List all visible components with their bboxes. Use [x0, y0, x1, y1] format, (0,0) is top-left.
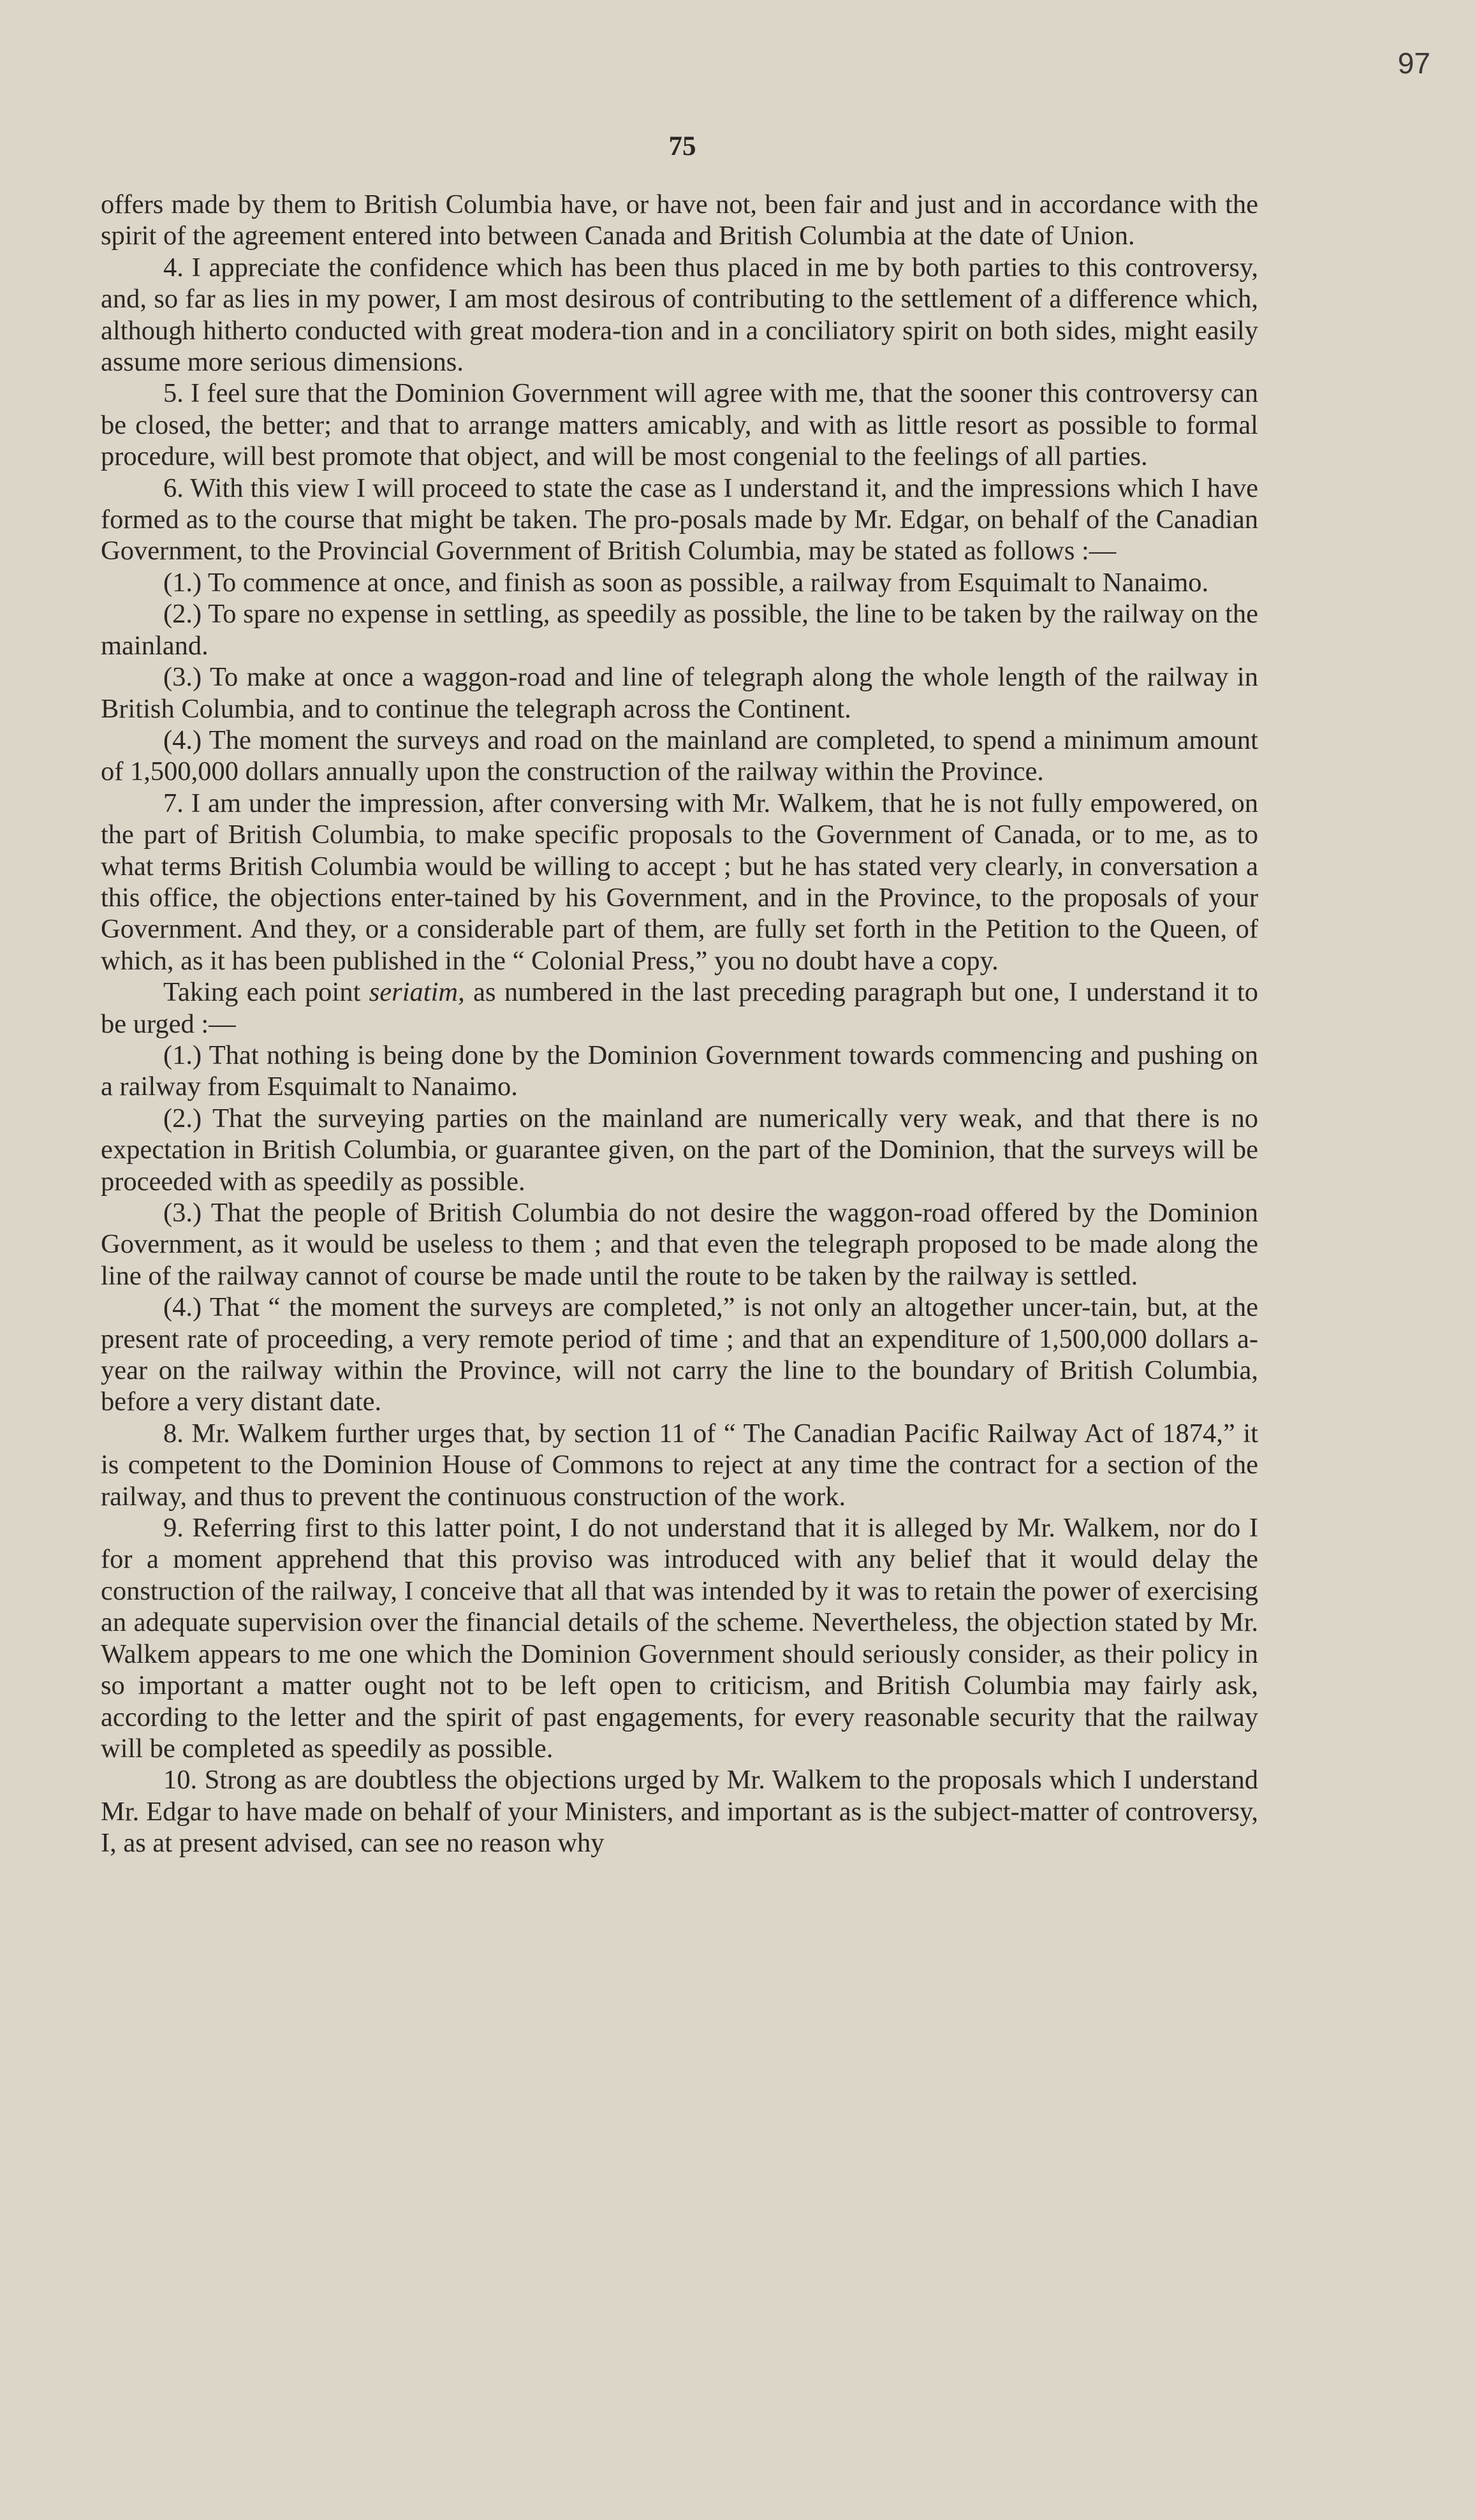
objection-item-2: (2.) That the surveying parties on the mainland are numerically very weak, and that there is no expectation in British Columbia, or guarantee given, on the part of the Dominion, that the surveys will be proceeded with as speedily as possible.	[101, 1103, 1258, 1197]
seriatim-rest: as numbered in the last preceding paragraph but one, I understand it to be urged :—	[101, 977, 1259, 1039]
seriatim-word: seriatim,	[369, 977, 465, 1008]
paragraph-4: 4. I appreciate the confidence which has been thus placed in me by both parties to this controversy, and, so far as lies in my power, I am most desirous of contributing to the settlement of a difference which, although hitherto conducted with great modera-tion and in a conciliatory spirit on both sides, might easily assume more serious dimensions.	[101, 252, 1258, 378]
paragraph-continuation: offers made by them to British Columbia have, or have not, been fair and just and in accordance with the spirit of the agreement entered into between Canada and British Columbia at the date of Union.	[101, 189, 1258, 251]
paragraph-9: 9. Referring first to this latter point, I do not understand that it is alleged by Mr. Walkem, nor do I for a moment apprehend that this proviso was introduced with any belief that it would delay the construction of the railway, I conceive that all that was intended by it was to retain the power of exercising an adequate supervision over the financial details of the scheme. Nevertheless, the objection stated by Mr. Walkem appears to me one which the Dominion Government should seriously consider, as their policy in so important a matter ought not to be left open to criticism, and British Columbia may fairly ask, according to the letter and the spirit of past engagements, for every reasonable security that the railway will be completed as speedily as possible.	[101, 1513, 1258, 1764]
paragraph-7: 7. I am under the impression, after conversing with Mr. Walkem, that he is not fully empowered, on the part of British Columbia, to make specific proposals to the Government of Canada, or to me, as to what terms British Columbia would be willing to accept ; but he has stated very clearly, in conversation a this office, the objections enter-tained by his Government, and in the Province, to the proposals of your Government. And they, or a considerable part of them, are fully set forth in the Petition to the Queen, of which, as it has been published in the “ Colonial Press,” you no doubt have a copy.	[101, 788, 1258, 976]
objection-item-3: (3.) That the people of British Columbia do not desire the waggon-road offered by the Dominion Government, as it would be useless to them ; and that even the telegraph proposed to be made along the line of the railway cannot of course be made until the route to be taken by the railway is settled.	[101, 1198, 1258, 1291]
body-text	[101, 189, 1258, 1859]
paragraph-10: 10. Strong as are doubtless the objections urged by Mr. Walkem to the proposals which I understand Mr. Edgar to have made on behalf of your Ministers, and important as is the subject-matter of controversy, I, as at present advised, can see no reason why	[101, 1765, 1258, 1859]
objection-item-4: (4.) That “ the moment the surveys are completed,” is not only an altogether uncer-tain, but, at the present rate of proceeding, a very remote period of time ; and that an expenditure of 1,500,000 dollars a-year on the railway within the Province, will not carry the line to the boundary of British Columbia, before a very distant date.	[101, 1292, 1258, 1417]
objection-item-1: (1.) That nothing is being done by the Dominion Government towards commencing and pushing on a railway from Esquimalt to Nanaimo.	[101, 1040, 1258, 1102]
proposal-item-4: (4.) The moment the surveys and road on the mainland are completed, to spend a minimum amount of 1,500,000 dollars annually upon the construction of the railway within the Province.	[101, 725, 1258, 787]
paragraph-6: 6. With this view I will proceed to state the case as I understand it, and the impressions which I have formed as to the course that might be taken. The pro-posals made by Mr. Edgar, on behalf of the Canadian Government, to the Provincial Government of British Columbia, may be stated as follows :—	[101, 473, 1258, 566]
proposal-item-2: (2.) To spare no expense in settling, as speedily as possible, the line to be taken by the railway on the mainland.	[101, 599, 1258, 661]
proposal-item-3: (3.) To make at once a waggon-road and line of telegraph along the whole length of the railway in British Columbia, and to continue the telegraph across the Continent.	[101, 662, 1258, 724]
proposal-item-1: (1.) To commence at once, and finish as soon as possible, a railway from Esquimalt to Nanaimo.	[163, 567, 1209, 598]
page-number: 75	[668, 131, 696, 161]
paragraph-seriatim	[101, 976, 1258, 1040]
corner-page-number: 97	[1397, 47, 1430, 80]
paragraph-5: 5. I feel sure that the Dominion Government will agree with me, that the sooner this controversy can be closed, the better; and that to arrange matters amicably, and with as little resort as possible to formal procedure, will best promote that object, and will be most congenial to the feelings of all parties.	[101, 378, 1258, 472]
seriatim-lead: Taking each point	[163, 977, 369, 1008]
paragraph-8: 8. Mr. Walkem further urges that, by section 11 of “ The Canadian Pacific Railway Act of 1874,” it is competent to the Dominion House of Commons to reject at any time the contract for a section of the railway, and thus to prevent the continuous construction of the work.	[101, 1418, 1258, 1512]
